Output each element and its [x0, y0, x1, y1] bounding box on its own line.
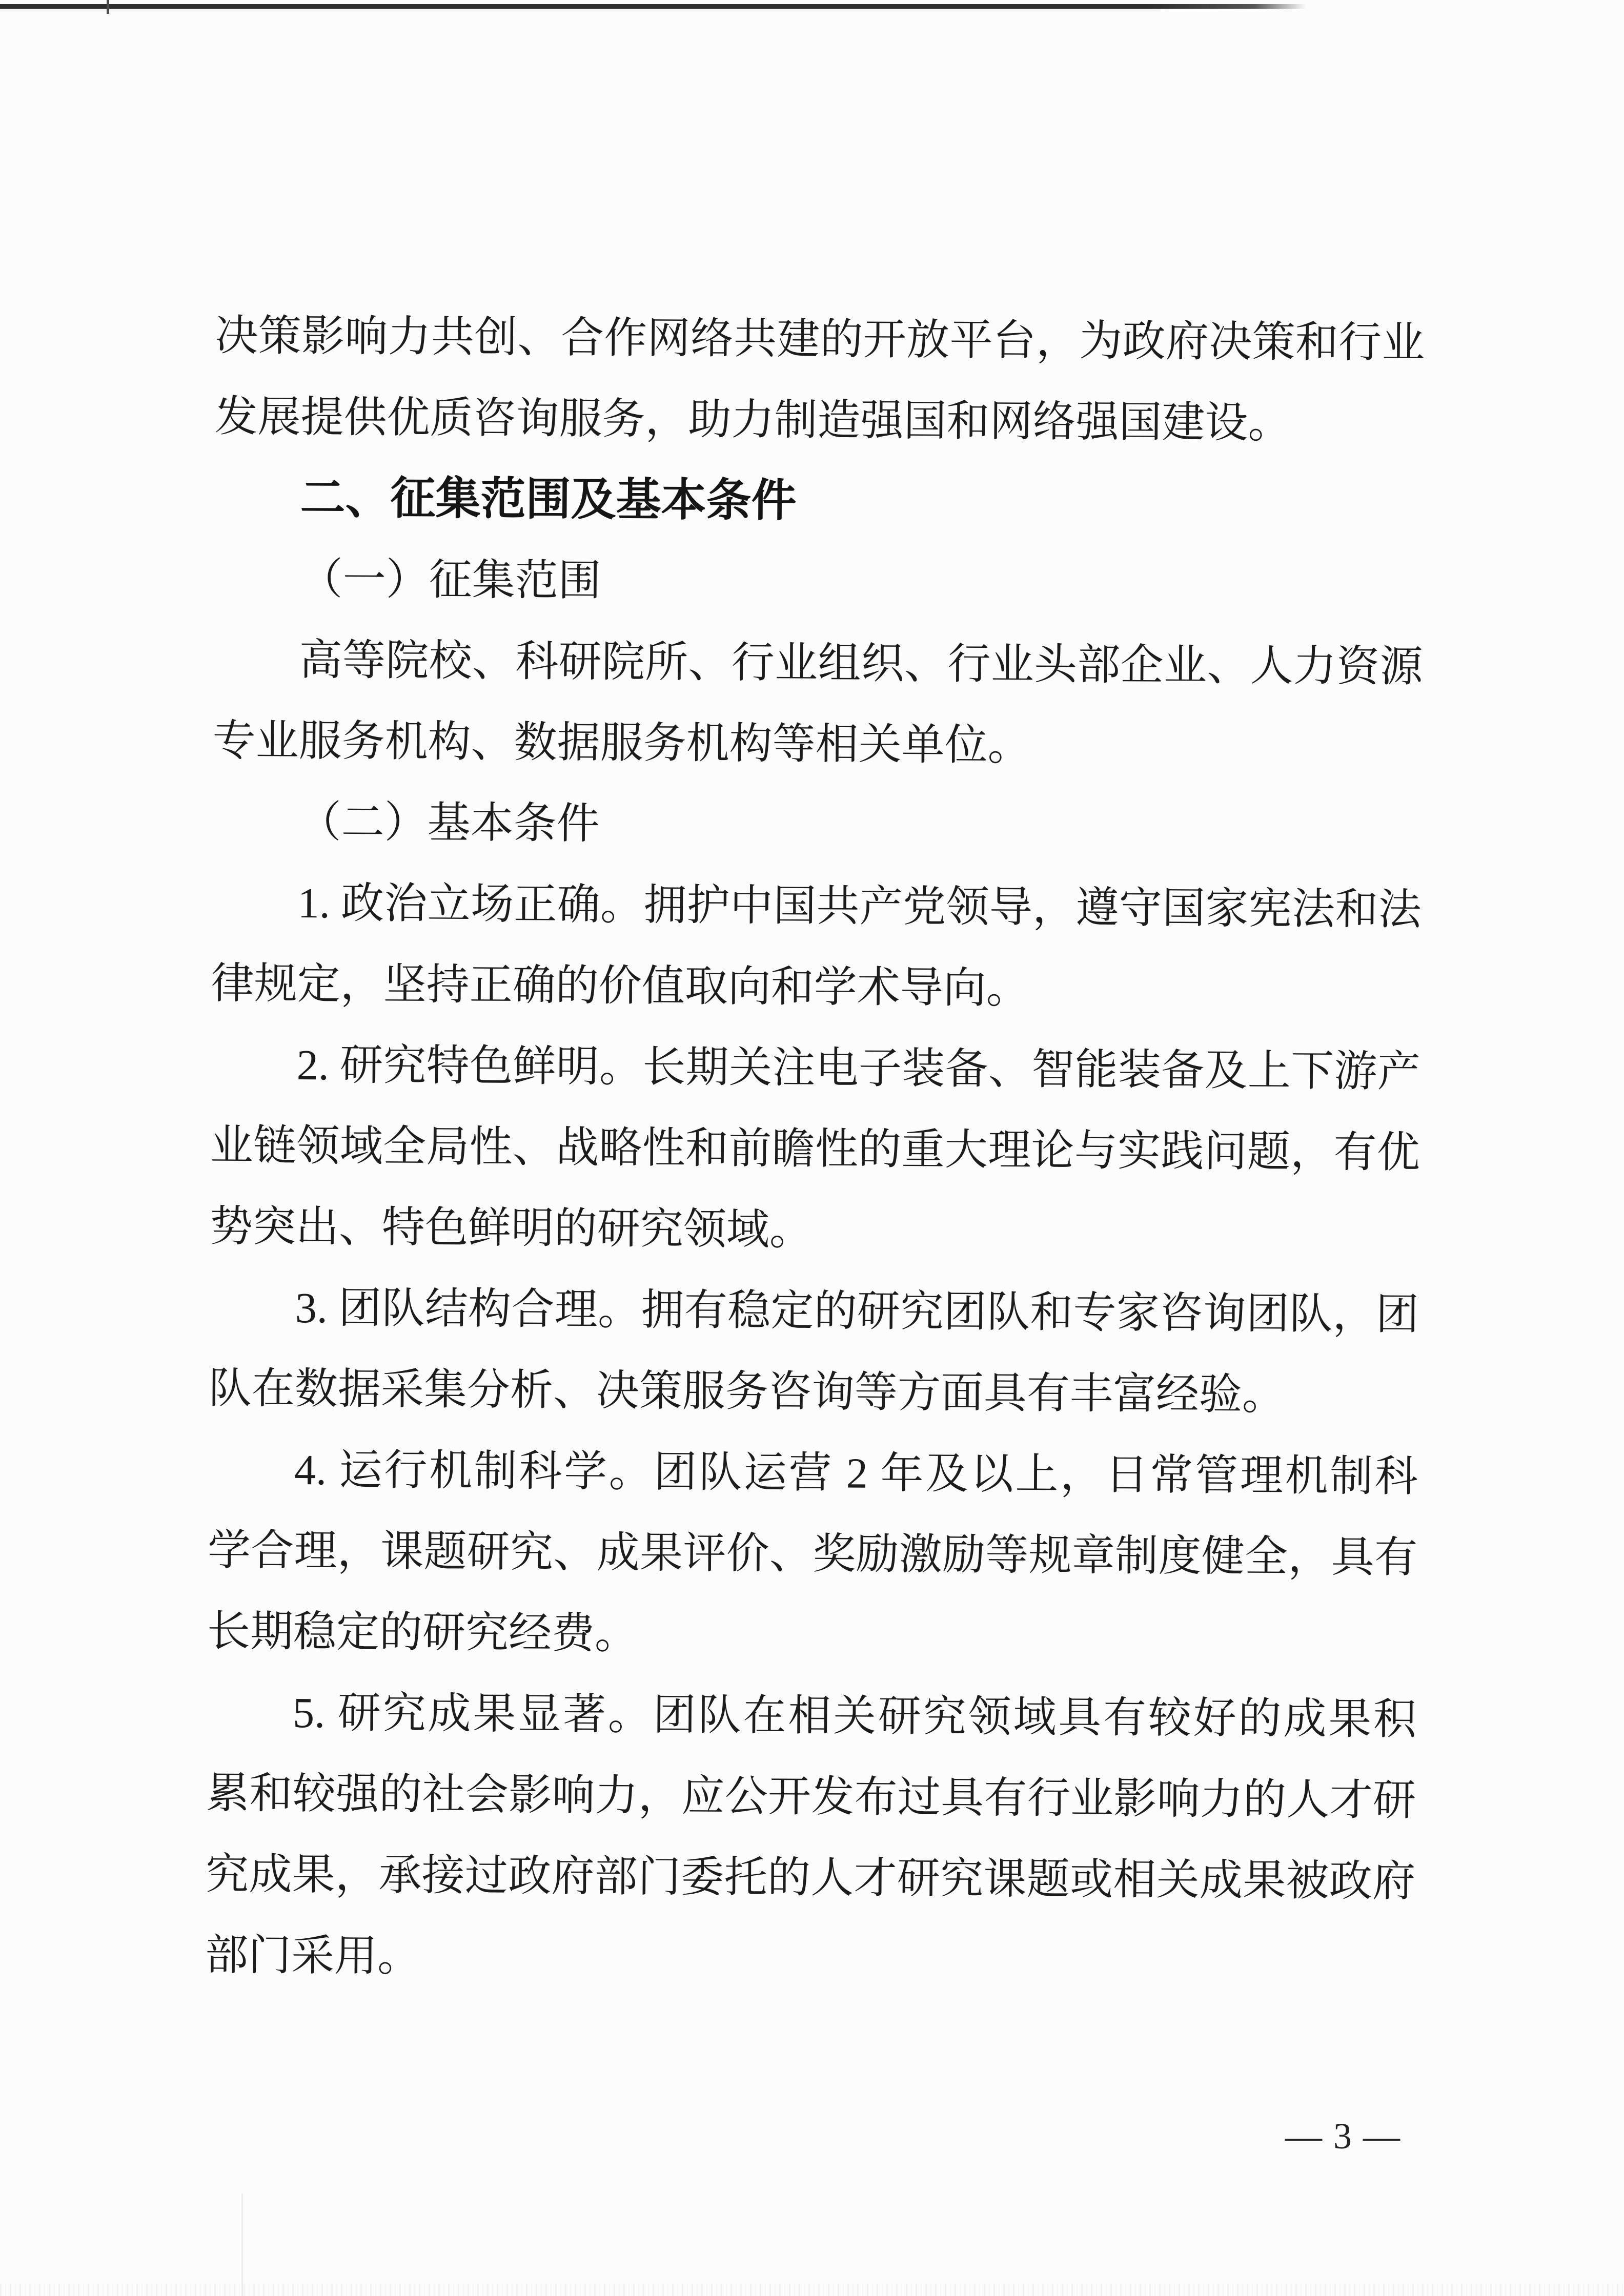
text-line: 势突出、特色鲜明的研究领域。 [209, 1202, 813, 1255]
scan-top-edge-artifact [0, 4, 1306, 9]
text-line: 高等院校、科研院所、行业组织、行业头部企业、人力资源 [299, 637, 1423, 691]
subsection-label: （一）征集范围 [299, 556, 601, 605]
text-line: 律规定，坚持正确的价值取向和学术导向。 [211, 959, 1030, 1013]
text-line: 决策影响力共创、合作网络共建的开放平台，为政府决策和行业 [215, 312, 1425, 367]
text-line: 究成果，承接过政府部门委托的人才研究课题或相关成果被政府 [205, 1850, 1416, 1906]
scan-streak-artifact [241, 2194, 243, 2296]
numbered-item-line: 4. 运行机制科学。团队运营 2 年及以上，日常管理机制科 [294, 1446, 1418, 1501]
subsection-label: （二）基本条件 [298, 798, 600, 848]
numbered-item-line: 2. 研究特色鲜明。长期关注电子装备、智能装备及上下游产 [296, 1041, 1421, 1096]
text-line: 长期稳定的研究经费。 [207, 1607, 638, 1658]
text-line: 学合理，课题研究、成果评价、奖励激励等规章制度健全，具有 [207, 1526, 1418, 1582]
section-heading: 二、征集范围及基本条件 [300, 474, 797, 526]
text-line: 业链领域全局性、战略性和前瞻性的重大理论与实践问题，有优 [210, 1121, 1420, 1177]
numbered-item-line: 3. 团队结构合理。拥有稳定的研究团队和专家咨询团队，团 [295, 1284, 1419, 1339]
scan-bottom-noise-artifact [0, 2284, 1624, 2296]
page-number: — 3 — [1285, 2116, 1401, 2157]
text-line: 专业服务机构、数据服务机构等相关单位。 [212, 716, 1031, 770]
scan-top-tick-artifact [107, 0, 109, 14]
text-line: 队在数据采集分析、决策服务咨询等方面具有丰富经验。 [208, 1364, 1286, 1419]
text-line: 部门采用。 [205, 1931, 421, 1981]
text-line: 累和较强的社会影响力，应公开发布过具有行业影响力的人才研 [206, 1769, 1416, 1825]
numbered-item-line: 5. 研究成果显著。团队在相关研究领域具有较好的成果积 [292, 1689, 1417, 1744]
text-line: 发展提供优质咨询服务，助力制造强国和网络强国建设。 [214, 393, 1291, 447]
document-body [205, 296, 1425, 2003]
numbered-item-line: 1. 政治立场正确。拥护中国共产党领导，遵守国家宪法和法 [297, 879, 1422, 934]
